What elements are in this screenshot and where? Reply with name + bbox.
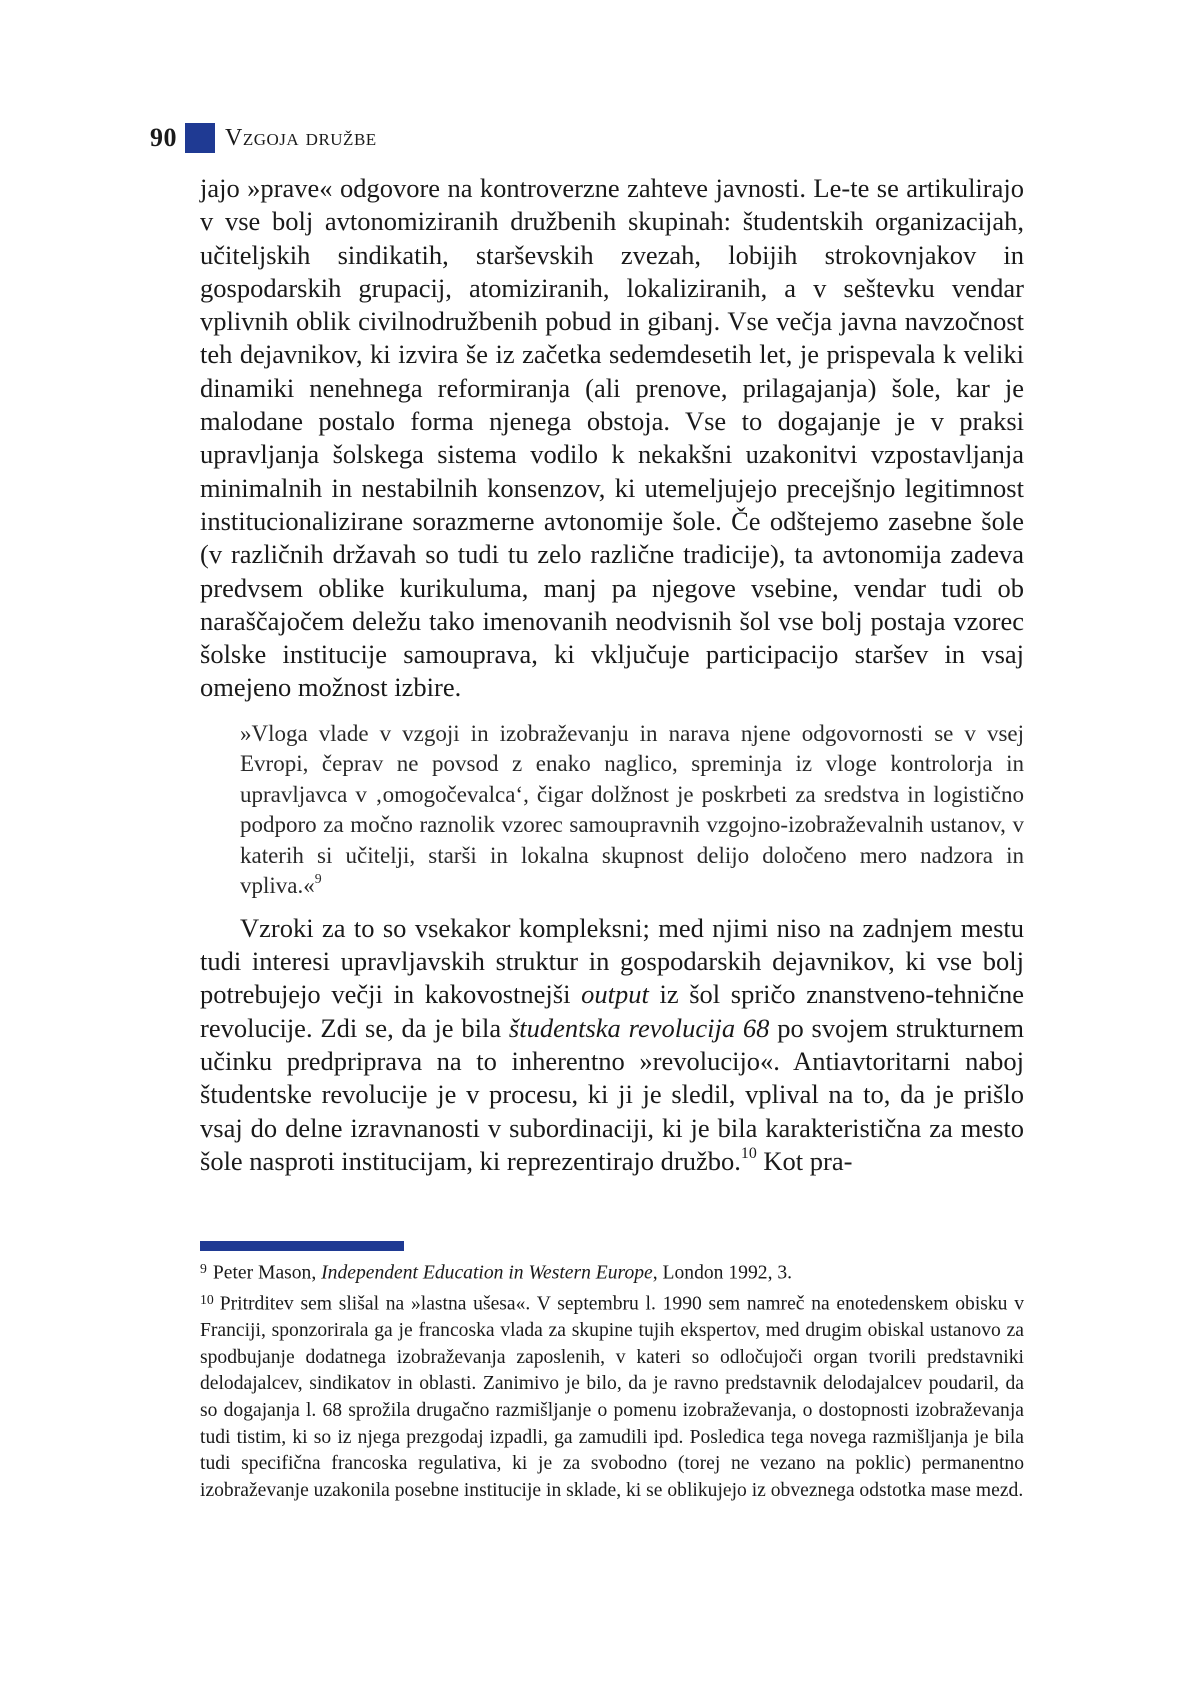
footnote-9-author: Peter Mason, [212, 1262, 322, 1284]
running-header [150, 120, 377, 156]
p2-part-d: Kot pra- [756, 1145, 853, 1176]
p2-emphasis-revolution: študentska revolucija 68 [508, 1012, 770, 1043]
footnote-10-number: 10 [200, 1292, 214, 1308]
p2-part-a: Vzroki za to so vsekakor kompleksni; med njimi niso na zadnjem mestu tudi interesi upravljavskih struktur in gospodarskih dejavnikov, ki vse bolj potrebujejo večji in kakovostnejši [200, 912, 1024, 1010]
footnote-9-title: Independent Education in Western Europe [321, 1262, 653, 1284]
footnote-9-number: 9 [200, 1261, 207, 1276]
header-square-icon [185, 123, 215, 153]
p2-part-b: iz šol spričo znanstveno-tehnične revolucije. Zdi se, da je bila [200, 979, 1024, 1043]
main-text [200, 172, 1024, 1178]
page-number: 90 [150, 123, 177, 152]
footnotes [200, 1256, 1024, 1504]
footnote-ref-10: 10 [740, 1145, 757, 1163]
footnote-rule [200, 1241, 404, 1251]
p2-emphasis-output: output [581, 979, 649, 1010]
footnote-9 [200, 1256, 1024, 1287]
footnote-ref-9: 9 [314, 871, 322, 887]
running-title: Vzgoja družbe [225, 124, 377, 151]
paragraph-1: jajo »prave« odgovore na kontroverzne zahteve javnosti. Le-te se artikulirajo v vse bolj avtonomiziranih družbenih skupinah: študentskih organizacijah, učiteljskih sindikatih, starševskih zvezah, lobijih strokovnjakov in gospodarskih grupacij, atomiziranih, lokaliziranih, a v seštevku vendar vplivnih oblik civilnodružbenih pobud in gibanj. Vse večja javna navzočnost teh dejavnikov, ki izvira še iz začetka sedemdesetih let, je prispevala k veliki dinamiki nenehnega reformiranja (ali prenove, prilagajanja) šole, kar je malodane postalo forma njenega obstoja. Vse to dogajanje je v praksi upravljanja šolskega sistema vodilo k nekakšni uzakonitvi vzpostavljanja minimalnih in nestabilnih konsenzov, ki utemeljujejo precejšnjo legitimnost institucionalizirane sorazmerne avtonomije šole. Če odštejemo zasebne šole (v različnih državah so tudi tu zelo različne tradicije), ta avtonomija zadeva predvsem oblike kurikuluma, manj pa njegove vsebine, vendar tudi ob naraščajočem deležu tako imenovanih neodvisnih šol vse bolj postaja vzorec šolske institucije samouprava, ki vključuje participacijo staršev in vsaj omejeno možnost izbire. [200, 173, 1024, 703]
footnote-10 [200, 1287, 1024, 1504]
paragraph-2 [200, 912, 1024, 1178]
footnote-10-text: Pritrditev sem slišal na »lastna ušesa«. V septembru l. 1990 sem namreč na enotedenskem obisku v Franciji, sponzorirala ga je francoska vlada za skupine tujih ekspertov, med drugim obiskal ustanovo za spodbujanje dodatnega izobraževanja zaposlenih, v kateri so odločujoči organ tvorili predstavniki delodajalcev, sindikatov in oblasti. Zanimivo je bilo, da je ravno predstavnik delodajalcev poudaril, da so dogajanja l. 68 sprožila drugačno razmišljanje o pomenu izobraževanja, o dostopnosti izobraževanja tudi tistim, ki so iz njega prezgodaj izpadli, ga zamudili ipd. Posledica tega novega razmišljanja je bila tudi specifična francoska regulativa, ki je za svobodno (torej ne vezano na poklic) permanentno izobraževanje uzakonila posebne institucije in sklade, ki se oblikujejo iz obveznega odstotka mase mezd. [200, 1293, 1024, 1501]
footnote-9-tail: , London 1992, 3. [652, 1262, 793, 1284]
quote-text: »Vloga vlade v vzgoji in izobraževanju in narava njene odgovornosti se v vsej Evropi, čeprav ne povsod z enako naglico, spreminja iz vloge kontrolorja in upravljavca v ‚omogočevalca‘, čigar dolžnost je poskrbeti za sredstva in logistično podporo za močno raznolik vzorec samoupravnih vzgojno-izobraževalnih ustanov, v katerih si učitelji, starši in lokalna skupnost delijo določeno mero nadzora in vpliva.« [240, 720, 1024, 899]
p2-part-c: po svojem strukturnem učinku predpriprava na to inherentno »revolucijo«. Antiavtoritarni naboj študentske revolucije je v procesu, ki ji je sledil, vplival na to, da je prišlo vsaj do delne izravnanosti v subordinaciji, ki je bila karakteristična za mesto šole nasproti institucijam, ki reprezentirajo družbo. [200, 1012, 1024, 1176]
block-quote [240, 719, 1024, 902]
